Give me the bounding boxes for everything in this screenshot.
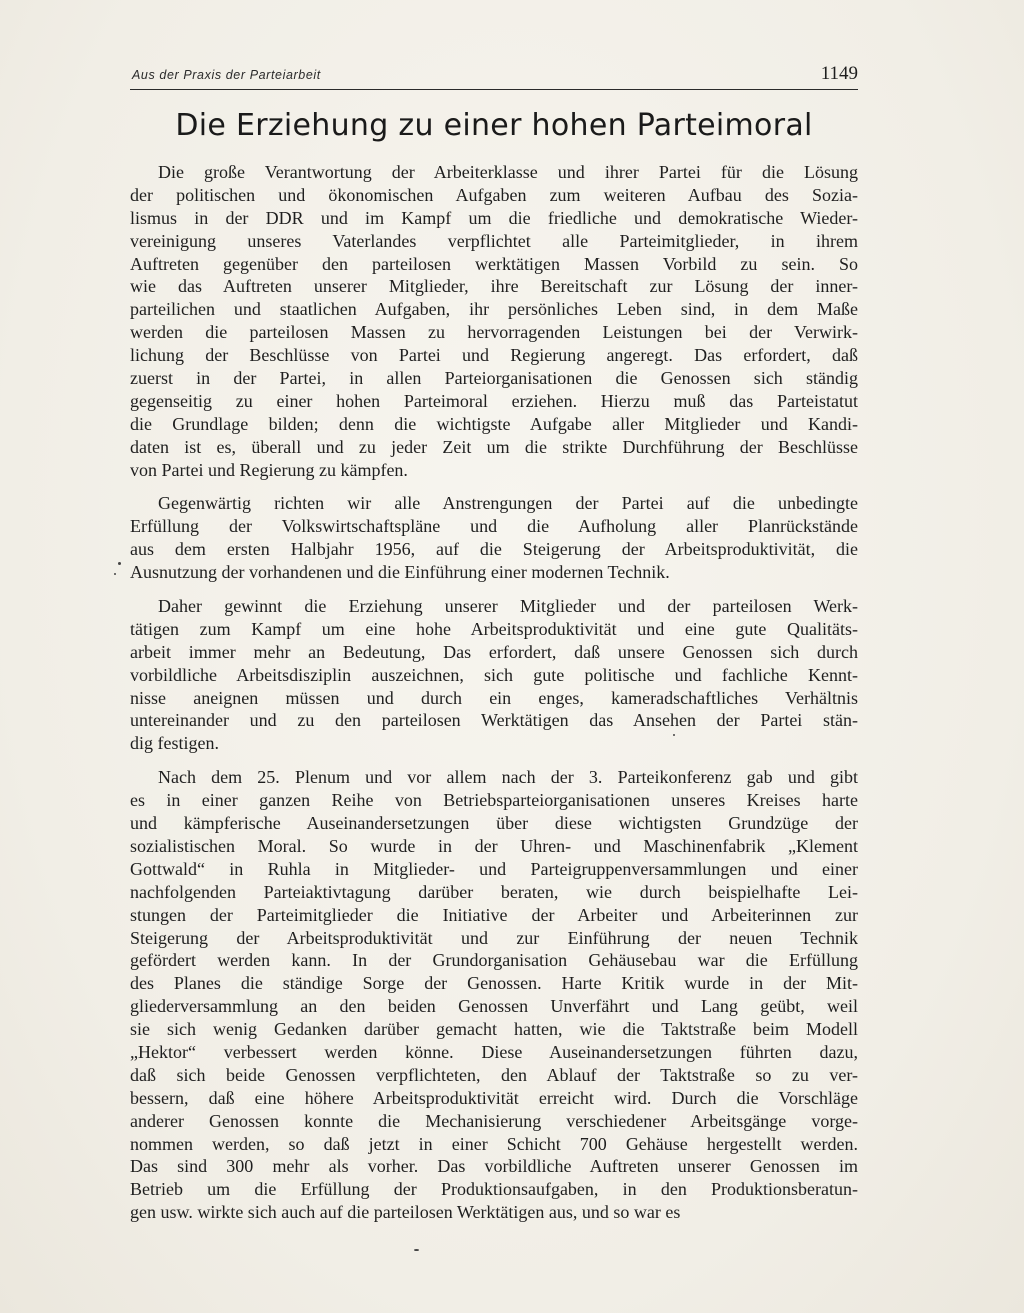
text-line: werden die parteilosen Massen zu hervorragenden Leistungen bei der Verwirk- bbox=[130, 322, 858, 343]
print-speck bbox=[118, 562, 121, 565]
text-line: tätigen zum Kampf um eine hohe Arbeitsproduktivität und eine gute Qualitäts- bbox=[130, 618, 858, 639]
text-line: aus dem ersten Halbjahr 1956, auf die Steigerung der Arbeitsproduktivität, die bbox=[130, 539, 858, 560]
text-line: es in einer ganzen Reihe von Betriebsparteiorganisationen unseres Kreises harte bbox=[130, 790, 858, 811]
text-line: Auftreten gegenüber den parteilosen werktätigen Massen Vorbild zu sein. So bbox=[130, 253, 858, 274]
print-speck bbox=[673, 734, 675, 736]
text-line: die Grundlage bilden; denn die wichtigste Aufgabe aller Mitglieder und Kandi- bbox=[130, 413, 858, 434]
paragraph bbox=[130, 595, 858, 755]
text-line: Steigerung der Arbeitsproduktivität und zur Einführung der neuen Technik bbox=[130, 927, 858, 948]
text-line: Ausnutzung der vorhandenen und die Einführung einer modernen Technik. bbox=[130, 562, 670, 583]
text-line: lismus in der DDR und im Kampf um die friedliche und demokratische Wieder- bbox=[130, 207, 858, 228]
text-line: bessern, daß eine höhere Arbeitsproduktivität erreicht wird. Durch die Vorschläge bbox=[130, 1087, 858, 1108]
paragraph bbox=[130, 766, 858, 1224]
text-line: gliederversammlung an den beiden Genossen Unverfährt und Lang geübt, weil bbox=[130, 996, 858, 1017]
print-speck bbox=[414, 1249, 419, 1251]
print-speck bbox=[114, 573, 116, 575]
text-line: stungen der Parteimitglieder die Initiative der Arbeiter und Arbeiterinnen zur bbox=[130, 904, 858, 925]
text-line: arbeit immer mehr an Bedeutung, Das erfordert, daß unsere Genossen sich durch bbox=[130, 641, 858, 662]
paragraph bbox=[130, 161, 858, 481]
text-line: wie das Auftreten unserer Mitglieder, ihre Bereitschaft zur Lösung der inner- bbox=[130, 276, 858, 297]
text-line: von Partei und Regierung zu kämpfen. bbox=[130, 459, 408, 480]
text-line: daß sich beide Genossen verpflichteten, den Ablauf der Taktstraße so zu ver- bbox=[130, 1064, 858, 1085]
text-line: Daher gewinnt die Erziehung unserer Mitglieder und der parteilosen Werk- bbox=[158, 596, 858, 617]
text-line: daten ist es, überall und zu jeder Zeit um die strikte Durchführung der Beschlüsse bbox=[130, 436, 858, 457]
page-number: 1149 bbox=[820, 63, 858, 84]
text-line: zuerst in der Partei, in allen Parteiorganisationen die Genossen sich ständig bbox=[130, 368, 858, 389]
paragraph bbox=[130, 492, 858, 584]
text-line: anderer Genossen konnte die Mechanisierung verschiedener Arbeitsgänge vorge- bbox=[130, 1110, 858, 1131]
text-line: des Planes die ständige Sorge der Genossen. Harte Kritik wurde in der Mit- bbox=[130, 973, 858, 994]
text-line: Die große Verantwortung der Arbeiterklasse und ihrer Partei für die Lösung bbox=[158, 162, 858, 182]
text-line: vereinigung unseres Vaterlandes verpflichtet alle Parteimitglieder, in ihrem bbox=[130, 230, 858, 251]
text-line: nisse aneignen müssen und durch ein enges, kameradschaftliches Verhältnis bbox=[130, 687, 858, 708]
header-rule bbox=[130, 89, 858, 90]
running-title: Aus der Praxis der Parteiarbeit bbox=[132, 68, 321, 82]
text-line: gen usw. wirkte sich auch auf die parteilosen Werktätigen aus, und so war es bbox=[130, 1202, 681, 1223]
text-line: sozialistischen Moral. So wurde in der Uhren- und Maschinenfabrik „Klement bbox=[130, 835, 858, 856]
text-line: Betrieb um die Erfüllung der Produktionsaufgaben, in den Produktionsberatun- bbox=[130, 1179, 858, 1200]
article-title: Die Erziehung zu einer hohen Parteimoral bbox=[175, 108, 813, 143]
text-line: lichung der Beschlüsse von Partei und Regierung angeregt. Das erfordert, daß bbox=[130, 345, 858, 366]
text-line: „Hektor“ verbessert werden könne. Diese Auseinandersetzungen führten dazu, bbox=[130, 1041, 858, 1062]
article-body bbox=[130, 161, 858, 1235]
text-line: Das sind 300 mehr als vorher. Das vorbildliche Auftreten unserer Genossen im bbox=[130, 1156, 858, 1177]
text-line: der politischen und ökonomischen Aufgaben zum weiteren Aufbau des Sozia- bbox=[130, 184, 858, 205]
text-line: Gottwald“ in Ruhla in Mitglieder- und Parteigruppenversammlungen und einer bbox=[130, 858, 858, 879]
text-line: Gegenwärtig richten wir alle Anstrengungen der Partei auf die unbedingte bbox=[158, 493, 858, 514]
text-line: parteilichen und staatlichen Aufgaben, ihr persönliches Leben sind, in dem Maße bbox=[130, 299, 858, 320]
text-line: Nach dem 25. Plenum und vor allem nach der 3. Parteikonferenz gab und gibt bbox=[158, 767, 858, 788]
text-line: und kämpferische Auseinandersetzungen über diese wichtigsten Grundzüge der bbox=[130, 813, 858, 834]
text-line: dig festigen. bbox=[130, 733, 219, 754]
text-line: gegenseitig zu einer hohen Parteimoral erziehen. Hierzu muß das Parteistatut bbox=[130, 390, 858, 411]
text-line: gefördert werden kann. In der Grundorganisation Gehäusebau war die Erfüllung bbox=[130, 950, 858, 971]
text-line: nommen werden, so daß jetzt in einer Schicht 700 Gehäuse hergestellt werden. bbox=[130, 1133, 858, 1154]
text-line: vorbildliche Arbeitsdisziplin auszeichnen, sich gute politische und fachliche Kennt- bbox=[130, 664, 858, 685]
text-line: nachfolgenden Parteiaktivtagung darüber beraten, wie durch beispielhafte Lei- bbox=[130, 881, 858, 902]
text-line: untereinander und zu den parteilosen Werktätigen das Ansehen der Partei stän- bbox=[130, 710, 858, 731]
text-line: sie sich wenig Gedanken darüber gemacht hatten, wie die Taktstraße beim Modell bbox=[130, 1019, 858, 1040]
text-line: Erfüllung der Volkswirtschaftspläne und die Aufholung aller Planrückstände bbox=[130, 516, 858, 537]
running-header bbox=[130, 58, 858, 88]
